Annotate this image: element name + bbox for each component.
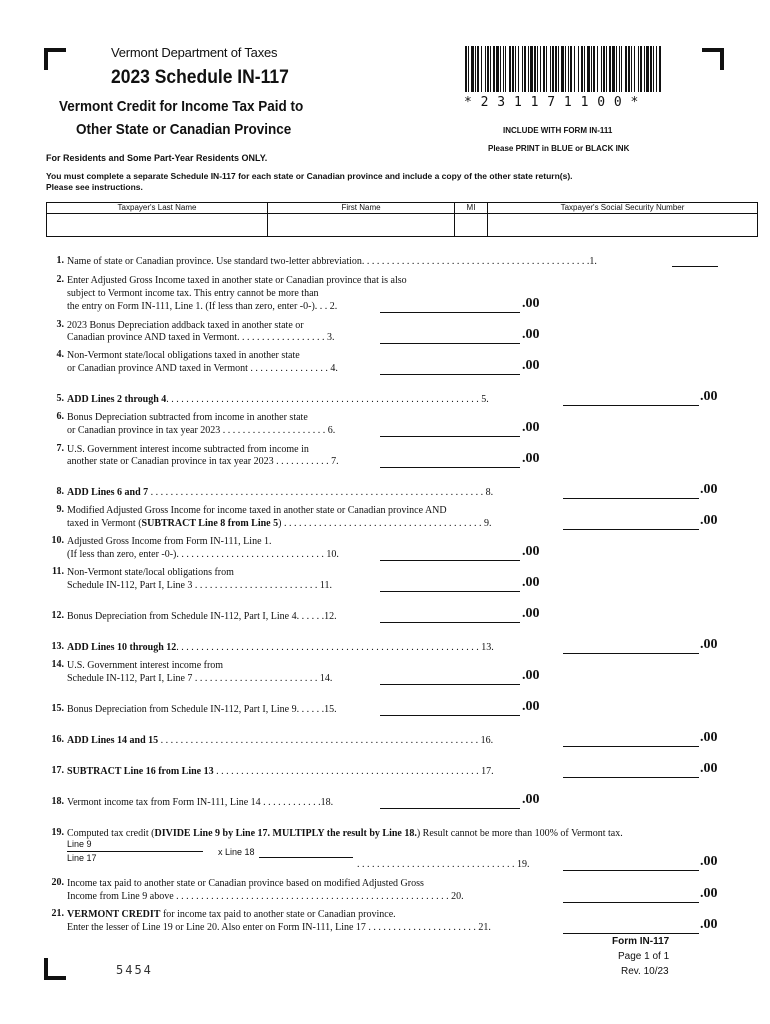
corner-mark-top-left (44, 48, 66, 70)
barcode-bar (603, 46, 605, 92)
line-20-number: 20. (51, 877, 64, 888)
line-17-field[interactable] (563, 777, 699, 778)
line-15-text: Bonus Depreciation from Schedule IN-112, Part I, Line 9. . . . . .15. (67, 704, 337, 715)
barcode-bar (597, 46, 598, 92)
line-3-cents: .00 (522, 327, 540, 342)
line-4-field[interactable] (380, 374, 520, 375)
line-11-text-b: Schedule IN-112, Part I, Line 3 . . . . . . . . . . . . . . . . . . . . . . . . . 11. (67, 580, 333, 591)
barcode-bar (659, 46, 661, 92)
barcode-bar (561, 46, 564, 92)
line-3-text-b: Canadian province AND taxed in Vermont. . . . . . . . . . . . . . . . . . 3. (67, 332, 335, 343)
first-name-header: First Name (268, 203, 455, 214)
line-19-bold: DIVIDE Line 9 by Line 17. MULTIPLY the result by Line 18. (154, 828, 417, 839)
taxpayer-info-table (46, 202, 758, 237)
line-19-field[interactable] (563, 870, 699, 871)
barcode-bar (468, 46, 469, 92)
line-17-number: 17. (51, 765, 64, 776)
line-18-text: Vermont income tax from Form IN-111, Line 14 . . . . . . . . . . . .18. (67, 797, 334, 808)
line-5-bold: ADD Lines 2 through 4 (67, 394, 167, 405)
line-10-field[interactable] (380, 560, 520, 561)
line-5-text (67, 393, 489, 406)
line-4-text-a: Non-Vermont state/local obligations taxed in another state (67, 350, 300, 361)
form-code: 5454 (116, 963, 153, 977)
line-2-text-a: Enter Adjusted Gross Income taxed in another state or Canadian province that is also (67, 275, 407, 286)
barcode-bar (515, 46, 516, 92)
barcode-bar (646, 46, 649, 92)
line-3-number: 3. (56, 319, 64, 330)
line-11-number: 11. (52, 566, 64, 577)
residents-note: For Residents and Some Part-Year Residents ONLY. (46, 153, 268, 163)
line-19-fraction-bottom: Line 17 (67, 853, 97, 863)
line-4-text-b: or Canadian province AND taxed in Vermont . . . . . . . . . . . . . . . . 4. (67, 363, 338, 374)
line-5-cents: .00 (700, 389, 718, 404)
line-9-text-b (67, 517, 491, 530)
barcode-bar (496, 46, 499, 92)
line-21-cents: .00 (700, 917, 718, 932)
revision: Rev. 10/23 (621, 966, 669, 977)
line-2-field[interactable] (380, 312, 520, 313)
barcode-bar (522, 46, 523, 92)
barcode-bar (640, 46, 642, 92)
line-15-field[interactable] (380, 715, 520, 716)
barcode-bar (631, 46, 632, 92)
barcode-bar (612, 46, 615, 92)
barcode-bar (505, 46, 506, 92)
line-9-pre: taxed in Vermont ( (67, 518, 142, 529)
department-name: Vermont Department of Taxes (111, 45, 278, 60)
line-19-line18-field[interactable] (259, 857, 353, 858)
line-12-number: 12. (51, 610, 64, 621)
barcode-bar (638, 46, 639, 92)
barcode-bar (537, 46, 538, 92)
line-7-field[interactable] (380, 467, 520, 468)
line-17-text (67, 765, 494, 778)
barcode-bar (493, 46, 495, 92)
line-4-number: 4. (56, 349, 64, 360)
line-18-field[interactable] (380, 808, 520, 809)
barcode-bar (574, 46, 575, 92)
barcode-bar (487, 46, 489, 92)
instructions-line1: You must complete a separate Schedule IN-117 for each state or Canadian province and include a copy of the other state return(s). (46, 171, 573, 181)
barcode-bar (546, 46, 547, 92)
instructions-line2: Please see instructions. (46, 182, 143, 192)
barcode-bar (587, 46, 590, 92)
barcode-bar (634, 46, 635, 92)
line-19-text (67, 827, 623, 840)
line-9-field[interactable] (563, 529, 699, 530)
barcode-bar (509, 46, 511, 92)
form-subtitle-line1: Vermont Credit for Income Tax Paid to (59, 98, 304, 115)
line-13-text (67, 641, 494, 654)
line-19-post: ) Result cannot be more than 100% of Vermont tax. (416, 828, 623, 839)
line-11-cents: .00 (522, 575, 540, 590)
line-2-cents: .00 (522, 296, 540, 311)
line-17-bold: SUBTRACT Line 16 from Line 13 (67, 766, 214, 777)
line-3-field[interactable] (380, 343, 520, 344)
ssn-header: Taxpayer's Social Security Number (488, 203, 758, 214)
line-7-number: 7. (56, 443, 64, 454)
barcode-bar (628, 46, 630, 92)
barcode-bar (477, 46, 479, 92)
line-8-number: 8. (56, 486, 64, 497)
barcode (465, 46, 665, 94)
line-5-dots: . . . . . . . . . . . . . . . . . . . . . . . . . . . . . . . . . . . . . . . . . . . . . . . . . . . . . . . . . . . . . . . 5. (166, 394, 489, 405)
line-13-field[interactable] (563, 653, 699, 654)
last-name-header: Taxpayer's Last Name (47, 203, 268, 214)
line-15-number: 15. (51, 703, 64, 714)
line-14-text-a: U.S. Government interest income from (67, 660, 224, 671)
line-2-text-b: subject to Vermont income tax. This entry cannot be more than (67, 288, 319, 299)
line-15-cents: .00 (522, 699, 540, 714)
line-10-text-a: Adjusted Gross Income from Form IN-111, Line 1. (67, 536, 272, 547)
line-6-cents: .00 (522, 420, 540, 435)
mi-header: MI (455, 203, 488, 214)
line-19-number: 19. (51, 827, 64, 838)
barcode-bar (625, 46, 627, 92)
barcode-bar (653, 46, 654, 92)
barcode-bar (534, 46, 536, 92)
line-16-field[interactable] (563, 746, 699, 747)
line-7-cents: .00 (522, 451, 540, 466)
barcode-bar (621, 46, 622, 92)
line-20-text-b: Income from Line 9 above . . . . . . . . . . . . . . . . . . . . . . . . . . . . . . . . . . . . . . . . . . . . . . . . . . . . . . . 20. (67, 891, 464, 902)
line-21-text-b: Enter the lesser of Line 19 or Line 20. Also enter on Form IN-111, Line 17 . . . . . . . . . . . . . . . . . . . . . . 21. (67, 922, 491, 933)
barcode-bar (528, 46, 529, 92)
line-17-cents: .00 (700, 761, 718, 776)
line-2-text-c: the entry on Form IN-111, Line 1. (If less than zero, enter -0-). . . 2. (67, 301, 338, 312)
barcode-bar (530, 46, 533, 92)
first-name-field[interactable] (268, 214, 455, 237)
line-16-number: 16. (51, 734, 64, 745)
line-17-dots: . . . . . . . . . . . . . . . . . . . . . . . . . . . . . . . . . . . . . . . . . . . . . . . . . . . . . 17. (216, 766, 494, 777)
barcode-bar (524, 46, 526, 92)
line-16-dots: . . . . . . . . . . . . . . . . . . . . . . . . . . . . . . . . . . . . . . . . . . . . . . . . . . . . . . . . . . . . . . . . 16. (160, 735, 494, 746)
mi-field[interactable] (455, 214, 488, 237)
barcode-bar (591, 46, 592, 92)
line-13-number: 13. (51, 641, 64, 652)
line-10-number: 10. (51, 535, 64, 546)
line-19-fraction-top: Line 9 (67, 839, 92, 849)
line-21-bold: VERMONT CREDIT (67, 909, 161, 920)
barcode-bar (555, 46, 557, 92)
line-14-field[interactable] (380, 684, 520, 685)
barcode-bar (481, 46, 482, 92)
form-title: 2023 Schedule IN-117 (111, 67, 289, 88)
line-9-text-a: Modified Adjusted Gross Income for income taxed in another state or Canadian province AND (67, 505, 447, 516)
barcode-bar (518, 46, 519, 92)
line-16-text (67, 734, 493, 747)
page-number: Page 1 of 1 (618, 951, 670, 962)
line-10-cents: .00 (522, 544, 540, 559)
line-20-field[interactable] (563, 902, 699, 903)
line-18-cents: .00 (522, 792, 540, 807)
line-14-text-b: Schedule IN-112, Part I, Line 7 . . . . . . . . . . . . . . . . . . . . . . . . . 14. (67, 673, 333, 684)
barcode-bar (490, 46, 491, 92)
barcode-bar (601, 46, 602, 92)
line-8-dots: . . . . . . . . . . . . . . . . . . . . . . . . . . . . . . . . . . . . . . . . . . . . . . . . . . . . . . . . . . . . . . . . . . . 8. (150, 487, 494, 498)
barcode-bar (471, 46, 474, 92)
line-4-cents: .00 (522, 358, 540, 373)
line-13-cents: .00 (700, 637, 718, 652)
line-21-number: 21. (51, 908, 64, 919)
barcode-bar (465, 46, 467, 92)
line-8-cents: .00 (700, 482, 718, 497)
barcode-bar (475, 46, 476, 92)
line-5-field[interactable] (563, 405, 699, 406)
barcode-bar (650, 46, 652, 92)
line-1-number: 1. (56, 255, 64, 266)
line-2-number: 2. (56, 274, 64, 285)
barcode-bar (552, 46, 554, 92)
line-16-cents: .00 (700, 730, 718, 745)
line-19-fraction-bar (67, 851, 203, 852)
barcode-bar (578, 46, 579, 92)
line-14-cents: .00 (522, 668, 540, 683)
line-19-cents: .00 (700, 854, 718, 869)
line-9-cents: .00 (700, 513, 718, 528)
barcode-bar (568, 46, 569, 92)
line-10-text-b: (If less than zero, enter -0-). . . . . . . . . . . . . . . . . . . . . . . . . . . . . . 10. (67, 549, 339, 560)
line-7-text-a: U.S. Government interest income subtracted from income in (67, 444, 309, 455)
barcode-bar (565, 46, 566, 92)
line-1-text: Name of state or Canadian province. Use standard two-letter abbreviation. . . . . . . . . . . . . . . . . . . . . . . . . . . . . . . . . . . . . . . . . . . . . .1. (67, 256, 597, 267)
line-19-pre: Computed tax credit ( (67, 828, 155, 839)
barcode-bar (616, 46, 617, 92)
line-8-field[interactable] (563, 498, 699, 499)
form-subtitle-line2: Other State or Canadian Province (76, 121, 292, 138)
line-6-number: 6. (56, 411, 64, 422)
line-18-number: 18. (51, 796, 64, 807)
line-6-text-a: Bonus Depreciation subtracted from income in another state (67, 412, 308, 423)
form-id: Form IN-117 (612, 936, 670, 947)
line-9-number: 9. (56, 504, 64, 515)
line-13-dots: . . . . . . . . . . . . . . . . . . . . . . . . . . . . . . . . . . . . . . . . . . . . . . . . . . . . . . . . . . . . . 13. (176, 642, 494, 653)
include-note: INCLUDE WITH FORM IN-111 (503, 126, 613, 135)
barcode-bar (644, 46, 645, 92)
line-11-text-a: Non-Vermont state/local obligations from (67, 567, 234, 578)
line-12-field[interactable] (380, 622, 520, 623)
line-8-bold: ADD Lines 6 and 7 (67, 487, 149, 498)
line-3-text-a: 2023 Bonus Depreciation addback taxed in another state or (67, 320, 304, 331)
line-19-times-label: x Line 18 (218, 847, 255, 857)
line-11-field[interactable] (380, 591, 520, 592)
line-13-bold: ADD Lines 10 through 12 (67, 642, 177, 653)
barcode-bar (550, 46, 551, 92)
line-21-text-a (67, 908, 396, 921)
barcode-bar (512, 46, 514, 92)
barcode-bar (558, 46, 559, 92)
barcode-bar (570, 46, 572, 92)
barcode-bar (609, 46, 611, 92)
line-12-text: Bonus Depreciation from Schedule IN-112, Part I, Line 4. . . . . .12. (67, 611, 337, 622)
line-6-field[interactable] (380, 436, 520, 437)
corner-mark-bottom-left (44, 958, 66, 980)
line-20-text-a: Income tax paid to another state or Canadian province based on modified Adjusted Gross (67, 878, 424, 889)
line-9-post: ) . . . . . . . . . . . . . . . . . . . . . . . . . . . . . . . . . . . . . . . . 9. (278, 518, 492, 529)
line-8-text (67, 486, 493, 499)
ssn-field[interactable] (488, 214, 758, 237)
line-6-text-b: or Canadian province in tax year 2023 . . . . . . . . . . . . . . . . . . . . . 6. (67, 425, 336, 436)
barcode-bar (540, 46, 541, 92)
line-14-number: 14. (51, 659, 64, 670)
line-7-text-b: another state or Canadian province in tax year 2023 . . . . . . . . . . . 7. (67, 456, 339, 467)
line-20-cents: .00 (700, 886, 718, 901)
barcode-text: * 2 3 1 1 7 1 1 0 0 * (464, 95, 639, 110)
line-12-cents: .00 (522, 606, 540, 621)
barcode-bar (581, 46, 583, 92)
barcode-bar (485, 46, 486, 92)
barcode-bar (606, 46, 607, 92)
barcode-bar (500, 46, 501, 92)
last-name-field[interactable] (47, 214, 268, 237)
corner-mark-top-right (702, 48, 724, 70)
barcode-bar (656, 46, 657, 92)
barcode-bar (503, 46, 504, 92)
barcode-bar (584, 46, 585, 92)
line-21-rest: for income tax paid to another state or Canadian province. (160, 909, 396, 920)
line-9-bold: SUBTRACT Line 8 from Line 5 (141, 518, 279, 529)
line-19-dots: . . . . . . . . . . . . . . . . . . . . . . . . . . . . . . . . 19. (357, 859, 530, 870)
line-1-field[interactable] (672, 266, 718, 267)
line-21-field[interactable] (563, 933, 699, 934)
ink-note: Please PRINT in BLUE or BLACK INK (488, 144, 630, 153)
barcode-bar (619, 46, 620, 92)
barcode-bar (593, 46, 595, 92)
barcode-bar (543, 46, 545, 92)
line-5-number: 5. (56, 393, 64, 404)
line-16-bold: ADD Lines 14 and 15 (67, 735, 159, 746)
